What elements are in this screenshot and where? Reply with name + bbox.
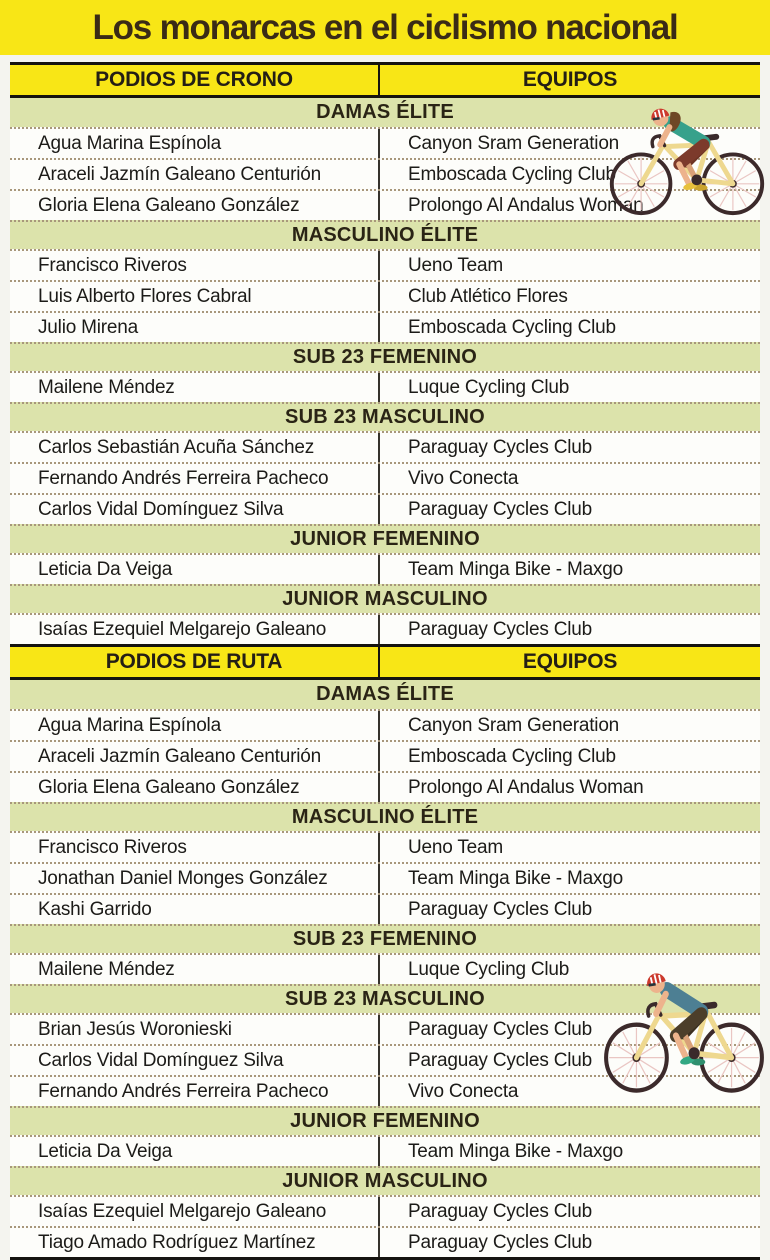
table-row bbox=[10, 1195, 760, 1226]
rider-name-cell: Kashi Garrido bbox=[10, 895, 380, 924]
team-name-cell: Club Atlético Flores bbox=[408, 285, 568, 307]
column-header-equipos: EQUIPOS bbox=[522, 68, 618, 91]
rider-name-cell: Brian Jesús Woronieski bbox=[10, 1015, 380, 1044]
table-header bbox=[10, 644, 760, 680]
team-name-cell: Team Minga Bike - Maxgo bbox=[408, 867, 624, 889]
team-name-cell: Vivo Conecta bbox=[408, 1080, 519, 1102]
table-row bbox=[10, 280, 760, 311]
team-name-cell: Prolongo Al Andalus Woman bbox=[408, 194, 644, 216]
category-band: JUNIOR FEMENINO bbox=[10, 1106, 760, 1135]
team-name-cell: Canyon Sram Generation bbox=[408, 132, 620, 154]
rider-name-cell: Luis Alberto Flores Cabral bbox=[10, 282, 380, 311]
team-name-cell: Prolongo Al Andalus Woman bbox=[408, 776, 644, 798]
team-name-cell: Team Minga Bike - Maxgo bbox=[408, 1140, 624, 1162]
team-name-cell: Ueno Team bbox=[408, 836, 504, 858]
column-header-equipos: EQUIPOS bbox=[522, 650, 618, 673]
table-row bbox=[10, 613, 760, 644]
category-band: SUB 23 MASCULINO bbox=[10, 402, 760, 431]
rider-name-cell: Julio Mirena bbox=[10, 313, 380, 342]
column-header-podios: PODIOS DE RUTA bbox=[10, 647, 380, 677]
category-band: JUNIOR MASCULINO bbox=[10, 584, 760, 613]
team-name-cell: Paraguay Cycles Club bbox=[408, 436, 592, 458]
category-band: MASCULINO ÉLITE bbox=[10, 220, 760, 249]
rider-name-cell: Francisco Riveros bbox=[10, 251, 380, 280]
category-band: SUB 23 FEMENINO bbox=[10, 924, 760, 953]
category-band: SUB 23 FEMENINO bbox=[10, 342, 760, 371]
table-row bbox=[10, 553, 760, 584]
rider-name-cell: Agua Marina Espínola bbox=[10, 129, 380, 158]
team-name-cell: Luque Cycling Club bbox=[408, 376, 570, 398]
rider-name-cell: Carlos Vidal Domínguez Silva bbox=[10, 495, 380, 524]
page-title: Los monarcas en el ciclismo nacional bbox=[0, 0, 770, 55]
column-header-podios: PODIOS DE CRONO bbox=[10, 65, 380, 95]
rider-name-cell: Mailene Méndez bbox=[10, 955, 380, 984]
rider-name-cell: Araceli Jazmín Galeano Centurión bbox=[10, 742, 380, 771]
male-cyclist-illustration bbox=[598, 948, 770, 1096]
table-row bbox=[10, 462, 760, 493]
rider-name-cell: Gloria Elena Galeano González bbox=[10, 191, 380, 220]
table-row bbox=[10, 311, 760, 342]
team-name-cell: Emboscada Cycling Club bbox=[408, 316, 616, 338]
category-band: JUNIOR FEMENINO bbox=[10, 524, 760, 553]
table-row bbox=[10, 831, 760, 862]
category-band: JUNIOR MASCULINO bbox=[10, 1166, 760, 1195]
rider-name-cell: Carlos Sebastián Acuña Sánchez bbox=[10, 433, 380, 462]
category-band: DAMAS ÉLITE bbox=[10, 680, 760, 709]
category-band: SUB 23 MASCULINO bbox=[10, 984, 760, 1013]
team-name-cell: Paraguay Cycles Club bbox=[408, 1200, 592, 1222]
sunglasses bbox=[649, 984, 656, 985]
rider-name-cell: Jonathan Daniel Monges González bbox=[10, 864, 380, 893]
rider-name-cell: Araceli Jazmín Galeano Centurión bbox=[10, 160, 380, 189]
category-band: DAMAS ÉLITE bbox=[10, 98, 760, 127]
team-name-cell: Emboscada Cycling Club bbox=[408, 163, 616, 185]
table-row bbox=[10, 493, 760, 524]
rider-name-cell: Isaías Ezequiel Melgarejo Galeano bbox=[10, 1197, 380, 1226]
team-name-cell: Paraguay Cycles Club bbox=[408, 618, 592, 640]
table-row bbox=[10, 771, 760, 802]
bike-crank bbox=[691, 174, 702, 185]
rider-name-cell: Gloria Elena Galeano González bbox=[10, 773, 380, 802]
rider-name-cell: Agua Marina Espínola bbox=[10, 711, 380, 740]
team-name-cell: Emboscada Cycling Club bbox=[408, 745, 616, 767]
team-name-cell: Luque Cycling Club bbox=[408, 958, 570, 980]
table-row bbox=[10, 371, 760, 402]
team-name-cell: Paraguay Cycles Club bbox=[408, 1049, 592, 1071]
table-row bbox=[10, 431, 760, 462]
team-name-cell: Vivo Conecta bbox=[408, 467, 519, 489]
table-row bbox=[10, 740, 760, 771]
team-name-cell: Paraguay Cycles Club bbox=[408, 498, 592, 520]
team-name-cell: Ueno Team bbox=[408, 254, 504, 276]
team-name-cell: Canyon Sram Generation bbox=[408, 714, 620, 736]
female-cyclist-illustration bbox=[604, 86, 770, 218]
rider-name-cell: Mailene Méndez bbox=[10, 373, 380, 402]
table-row bbox=[10, 709, 760, 740]
table-row bbox=[10, 1226, 760, 1257]
table-row bbox=[10, 1135, 760, 1166]
table-row bbox=[10, 249, 760, 280]
bike-crank bbox=[689, 1047, 700, 1059]
rider-name-cell: Leticia Da Veiga bbox=[10, 555, 380, 584]
table-row bbox=[10, 893, 760, 924]
category-band: MASCULINO ÉLITE bbox=[10, 802, 760, 831]
team-name-cell: Paraguay Cycles Club bbox=[408, 1231, 592, 1253]
rider-name-cell: Francisco Riveros bbox=[10, 833, 380, 862]
rider-name-cell: Tiago Amado Rodríguez Martínez bbox=[10, 1228, 380, 1257]
rider-name-cell: Carlos Vidal Domínguez Silva bbox=[10, 1046, 380, 1075]
team-name-cell: Paraguay Cycles Club bbox=[408, 1018, 592, 1040]
team-name-cell: Team Minga Bike - Maxgo bbox=[408, 558, 624, 580]
rider-name-cell: Leticia Da Veiga bbox=[10, 1137, 380, 1166]
sunglasses bbox=[653, 118, 660, 119]
rider-name-cell: Fernando Andrés Ferreira Pacheco bbox=[10, 1077, 380, 1106]
team-name-cell: Paraguay Cycles Club bbox=[408, 898, 592, 920]
rider-name-cell: Fernando Andrés Ferreira Pacheco bbox=[10, 464, 380, 493]
table-row bbox=[10, 862, 760, 893]
rider-name-cell: Isaías Ezequiel Melgarejo Galeano bbox=[10, 615, 380, 644]
